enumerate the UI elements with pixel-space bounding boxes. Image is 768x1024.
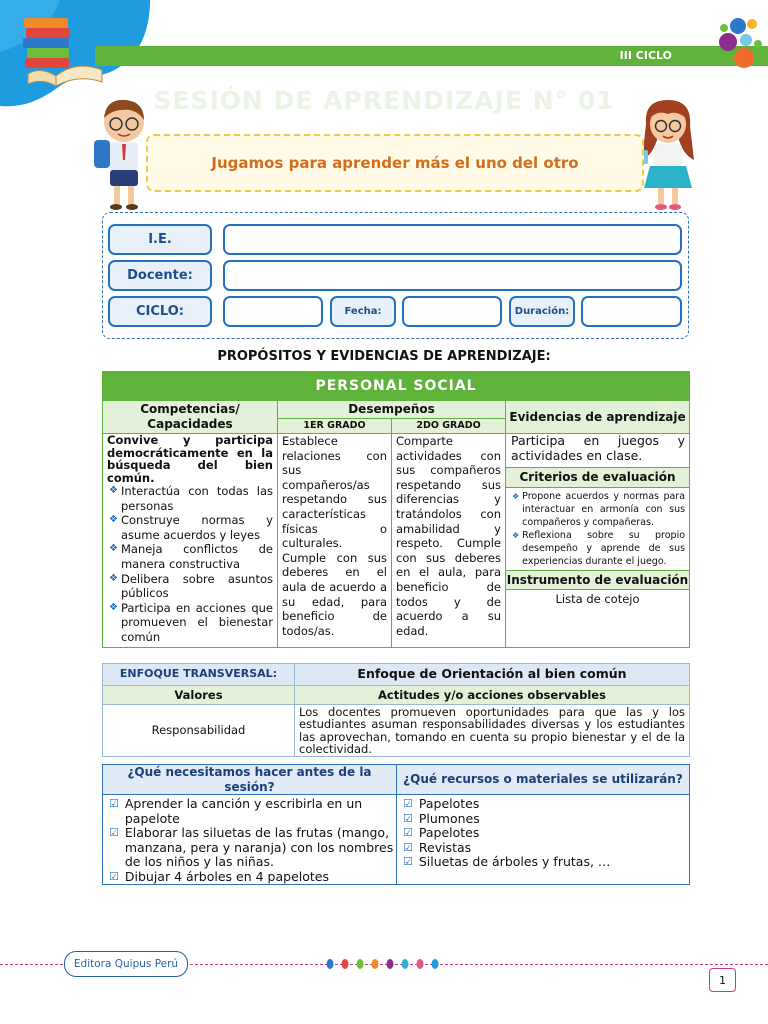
competencia-title: Convive y participa democráticamente en la búsqueda del bien común. bbox=[107, 433, 273, 485]
session-topic-box bbox=[146, 134, 644, 192]
actitudes-header: Actitudes y/o acciones observables bbox=[295, 686, 690, 705]
instrumento-header: Instrumento de evaluación bbox=[506, 571, 689, 591]
resources-list bbox=[397, 795, 690, 885]
purposes-heading: PROPÓSITOS Y EVIDENCIAS DE APRENDIZAJE: bbox=[217, 349, 551, 364]
grado2-header: 2DO GRADO bbox=[392, 419, 506, 434]
docente-field[interactable] bbox=[223, 260, 682, 291]
list-item: ☑ Siluetas de árboles y frutas, … bbox=[403, 854, 611, 869]
colored-dots-decoration bbox=[712, 14, 768, 70]
desempeno-grado2: Comparte actividades con sus compañeros respetando sus diferencias y tratándolos con amabilidad y respeto. Cumple con sus deberes en el aula, para beneficio de todos y de acuerdo a su edad. bbox=[392, 434, 506, 648]
fecha-label: Fecha: bbox=[330, 296, 396, 327]
criterios-list bbox=[506, 488, 689, 571]
list-item: ☑ Elaborar las siluetas de las frutas (mango, manzana, pera y naranja) con los nombres de los niños y las niñas. bbox=[109, 825, 394, 869]
checkbox-icon: ☑ bbox=[403, 811, 413, 825]
list-item: ☑ Plumones bbox=[403, 810, 480, 826]
diamond-bullet-icon: ❖ bbox=[109, 601, 118, 613]
checkbox-icon: ☑ bbox=[109, 797, 119, 810]
boy-illustration bbox=[92, 94, 154, 212]
list-item: ☑ Papelotes bbox=[403, 796, 480, 811]
diamond-bullet-icon: ❖ bbox=[109, 485, 118, 496]
list-item: ❖ Delibera sobre asuntos públicos bbox=[109, 571, 273, 601]
duracion-label: Duración: bbox=[509, 296, 575, 327]
diamond-bullet-icon: ❖ bbox=[512, 491, 520, 501]
list-item: ❖ Interactúa con todas las personas bbox=[109, 484, 273, 513]
checkbox-icon: ☑ bbox=[109, 869, 119, 883]
list-item: ☑ Revistas bbox=[403, 839, 472, 855]
competencias-cell bbox=[103, 434, 278, 648]
enfoque-table bbox=[102, 663, 690, 757]
diamond-bullet-icon: ❖ bbox=[109, 572, 118, 584]
valor-cell: Responsabilidad bbox=[103, 705, 295, 757]
valores-header: Valores bbox=[103, 686, 295, 705]
desempenos-header: Desempeños bbox=[278, 401, 506, 419]
before-session-list bbox=[103, 795, 397, 885]
actitud-cell: Los docentes promueven oportunidades para que las y los estudiantes asuman responsabilidades diversas y los estudiantes las aprovechan, tomando en cuenta su propio bienestar y el de la colectividad. bbox=[295, 705, 690, 757]
list-item: ☑ Aprender la canción y escribirla en un papelote bbox=[109, 796, 363, 826]
checkbox-icon: ☑ bbox=[403, 840, 413, 854]
resources-header: ¿Qué recursos o materiales se utilizarán? bbox=[397, 765, 690, 795]
instrumento-value: Lista de cotejo bbox=[555, 592, 640, 607]
books-icon bbox=[20, 14, 104, 86]
list-item: ☑ Papelotes bbox=[403, 825, 480, 840]
desempeno-grado1: Establece relaciones con sus compañeros/as respetando sus características físicas o culturales. Cumple con sus deberes en el aula de acuerdo a su edad, para beneficio de todos/as. bbox=[278, 434, 392, 648]
duracion-field[interactable] bbox=[581, 296, 682, 327]
list-item: ❖ Maneja conflictos de manera constructiva bbox=[109, 542, 273, 571]
enfoque-name: Enfoque de Orientación al bien común bbox=[295, 664, 690, 686]
criterios-header: Criterios de evaluación bbox=[506, 468, 689, 488]
area-title: PERSONAL SOCIAL bbox=[103, 372, 690, 401]
footer-drops-decoration bbox=[322, 955, 446, 973]
before-session-header: ¿Qué necesitamos hacer antes de la sesión? bbox=[103, 765, 397, 795]
list-item: ❖ Reflexiona sobre su propio desempeño y aprende de sus experiencias durante el juego. bbox=[512, 529, 686, 567]
purposes-table bbox=[102, 371, 690, 648]
diamond-bullet-icon: ❖ bbox=[109, 543, 118, 555]
checkbox-icon: ☑ bbox=[403, 855, 413, 868]
competencias-header: Competencias/ Capacidades bbox=[103, 401, 278, 434]
ciclo-label: CICLO: bbox=[108, 296, 212, 327]
ie-field[interactable] bbox=[223, 224, 682, 255]
header-bar bbox=[95, 46, 768, 66]
list-item: ❖ Propone acuerdos y normas para interactuar en armonía con sus compañeros y compañeras. bbox=[512, 490, 686, 528]
list-item: ❖ Construye normas y asume acuerdos y leyes bbox=[109, 513, 273, 542]
cycle-label: III CICLO bbox=[619, 49, 672, 62]
footer-brand: Editora Quipus Perú bbox=[64, 951, 188, 977]
session-title: SESIÓN DE APRENDIZAJE N° 01 bbox=[153, 86, 615, 115]
ciclo-field[interactable] bbox=[223, 296, 323, 327]
preparation-table bbox=[102, 764, 690, 885]
session-topic: Jugamos para aprender más el uno del otro bbox=[211, 154, 579, 172]
checkbox-icon: ☑ bbox=[403, 797, 413, 810]
page-number: 1 bbox=[709, 968, 736, 992]
diamond-bullet-icon: ❖ bbox=[512, 530, 520, 540]
enfoque-label: ENFOQUE TRANSVERSAL: bbox=[103, 664, 295, 686]
fecha-field[interactable] bbox=[402, 296, 502, 327]
checkbox-icon: ☑ bbox=[403, 826, 413, 839]
ie-label: I.E. bbox=[108, 224, 212, 255]
checkbox-icon: ☑ bbox=[109, 826, 119, 839]
evidencias-cell bbox=[506, 434, 690, 648]
grado1-header: 1ER GRADO bbox=[278, 419, 392, 434]
list-item: ☑ Dibujar 4 árboles en 4 papelotes bbox=[109, 868, 329, 884]
evidencia-text: Participa en juegos y actividades en clase. bbox=[506, 434, 689, 468]
list-item: ❖ Participa en acciones que promueven el bienestar común bbox=[109, 600, 273, 644]
diamond-bullet-icon: ❖ bbox=[109, 514, 118, 526]
evidencias-header: Evidencias de aprendizaje bbox=[506, 401, 690, 434]
docente-label: Docente: bbox=[108, 260, 212, 291]
